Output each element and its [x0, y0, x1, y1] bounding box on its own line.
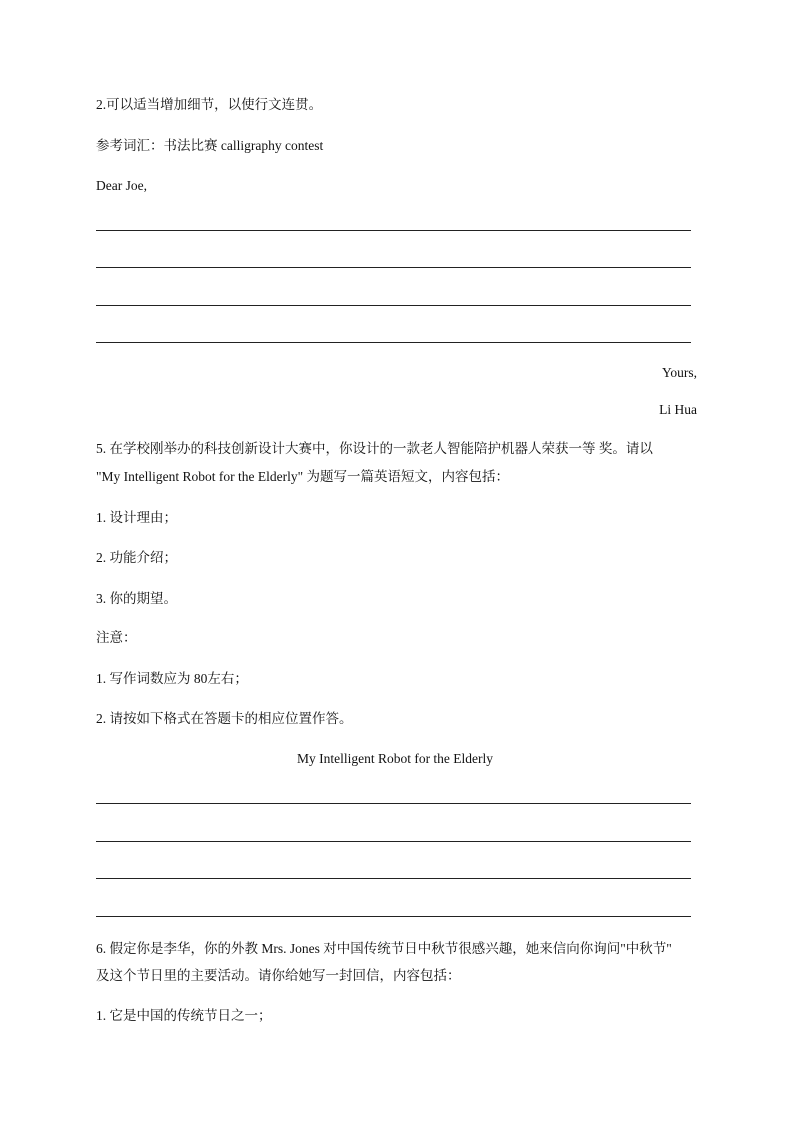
- q6-item-1: 1. 它是中国的传统节日之一；: [96, 1008, 272, 1023]
- q4-answer-line-2[interactable]: [96, 267, 691, 268]
- q4-vocabulary-hint: 参考词汇：书法比赛 calligraphy contest: [96, 138, 324, 153]
- q5-essay-title: My Intelligent Robot for the Elderly: [296, 751, 494, 766]
- q5-answer-line-3[interactable]: [96, 878, 691, 879]
- q5-item-3: 3. 你的期望。: [96, 591, 177, 606]
- q5-item-2: 2. 功能介绍；: [96, 550, 177, 565]
- q5-prompt-line-1: 5. 在学校刚举办的科技创新设计大赛中，你设计的一款老人智能陪护机器人荣获一等 奖。请以: [96, 441, 653, 456]
- q6-prompt-line-1: 6. 假定你是李华，你的外教 Mrs. Jones 对中国传统节日中秋节很感兴趣，她来信向你询问"中秋节": [96, 941, 672, 956]
- q4-note-2: 2.可以适当增加细节，以使行文连贯。: [96, 97, 323, 112]
- q5-answer-line-1[interactable]: [96, 803, 691, 804]
- q5-answer-line-4[interactable]: [96, 916, 691, 917]
- q4-answer-line-3[interactable]: [96, 305, 691, 306]
- q4-signature: Li Hua: [659, 402, 697, 417]
- q4-answer-line-4[interactable]: [96, 342, 691, 343]
- q4-answer-line-1[interactable]: [96, 230, 691, 231]
- q5-notice-2: 2. 请按如下格式在答题卡的相应位置作答。: [96, 711, 353, 726]
- q4-closing: Yours,: [661, 365, 697, 380]
- q5-notice-1: 1. 写作词数应为 80左右；: [96, 671, 248, 686]
- q5-item-1: 1. 设计理由；: [96, 510, 177, 525]
- q5-prompt-line-2: "My Intelligent Robot for the Elderly" 为题写一篇英语短文，内容包括：: [96, 469, 509, 484]
- q5-answer-line-2[interactable]: [96, 841, 691, 842]
- q4-salutation: Dear Joe,: [96, 178, 147, 193]
- q6-prompt-line-2: 及这个节日里的主要活动。请你给她写一封回信，内容包括：: [96, 968, 461, 983]
- q5-notice-label: 注意：: [96, 630, 137, 645]
